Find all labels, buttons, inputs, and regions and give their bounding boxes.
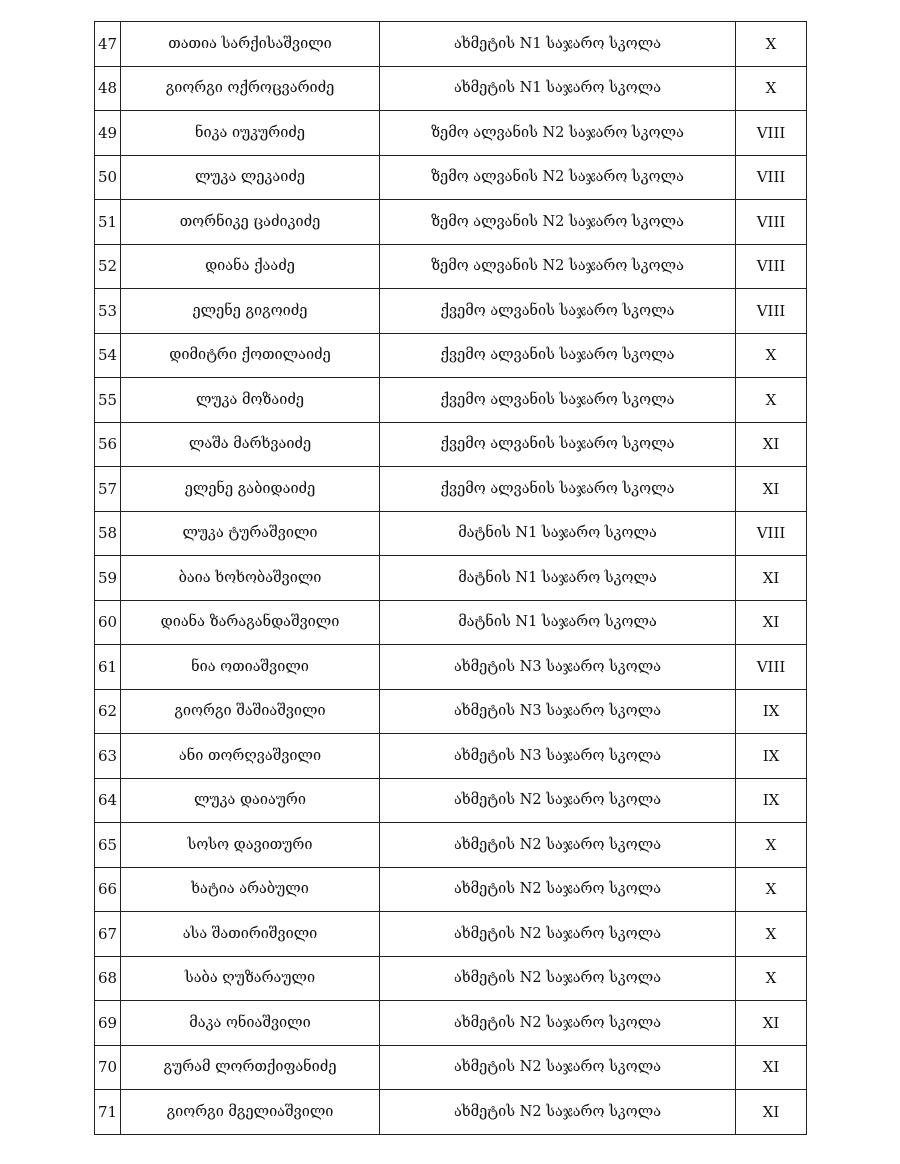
row-number-cell: 63: [95, 734, 121, 779]
student-name-cell: ელენე გაბიდაიძე: [121, 467, 380, 512]
table-row: [95, 689, 807, 734]
table-row: [95, 867, 807, 912]
row-number-cell: 61: [95, 645, 121, 690]
student-table: [94, 21, 807, 1135]
school-name-cell: მატნის N1 საჯარო სკოლა: [380, 556, 736, 601]
table-row: [95, 22, 807, 67]
table-row: [95, 289, 807, 334]
school-name-cell: ზემო ალვანის N2 საჯარო სკოლა: [380, 155, 736, 200]
table-row: [95, 778, 807, 823]
table-row: [95, 556, 807, 601]
student-name-cell: დიანა ზარაგანდაშვილი: [121, 600, 380, 645]
student-name-cell: ლუკა მოზაიძე: [121, 378, 380, 423]
table-row: [95, 155, 807, 200]
row-number-cell: 71: [95, 1090, 121, 1135]
student-name-cell: ლაშა მარხვაიძე: [121, 422, 380, 467]
school-name-cell: ქვემო ალვანის საჯარო სკოლა: [380, 289, 736, 334]
school-name-cell: ახმეტის N2 საჯარო სკოლა: [380, 867, 736, 912]
table-row: [95, 823, 807, 868]
school-name-cell: ახმეტის N3 საჯარო სკოლა: [380, 645, 736, 690]
row-number-cell: 65: [95, 823, 121, 868]
student-name-cell: ლუკა დაიაური: [121, 778, 380, 823]
grade-cell: IX: [736, 689, 807, 734]
row-number-cell: 57: [95, 467, 121, 512]
table-row: [95, 467, 807, 512]
table-row: [95, 600, 807, 645]
grade-cell: VIII: [736, 645, 807, 690]
table-row: [95, 956, 807, 1001]
student-name-cell: მაკა ონიაშვილი: [121, 1001, 380, 1046]
school-name-cell: ახმეტის N1 საჯარო სკოლა: [380, 66, 736, 111]
table-row: [95, 1045, 807, 1090]
grade-cell: VIII: [736, 111, 807, 156]
school-name-cell: ზემო ალვანის N2 საჯარო სკოლა: [380, 200, 736, 245]
grade-cell: XI: [736, 600, 807, 645]
student-name-cell: გიორგი ოქროცვარიძე: [121, 66, 380, 111]
row-number-cell: 51: [95, 200, 121, 245]
row-number-cell: 67: [95, 912, 121, 957]
row-number-cell: 70: [95, 1045, 121, 1090]
row-number-cell: 50: [95, 155, 121, 200]
row-number-cell: 52: [95, 244, 121, 289]
row-number-cell: 59: [95, 556, 121, 601]
grade-cell: XI: [736, 1090, 807, 1135]
grade-cell: VIII: [736, 244, 807, 289]
row-number-cell: 58: [95, 511, 121, 556]
student-name-cell: თათია სარქისაშვილი: [121, 22, 380, 67]
student-name-cell: საბა ღუზარაული: [121, 956, 380, 1001]
grade-cell: IX: [736, 778, 807, 823]
grade-cell: IX: [736, 734, 807, 779]
student-name-cell: გიორგი შაშიაშვილი: [121, 689, 380, 734]
student-name-cell: დიანა ქააძე: [121, 244, 380, 289]
table-row: [95, 66, 807, 111]
school-name-cell: ახმეტის N3 საჯარო სკოლა: [380, 689, 736, 734]
grade-cell: XI: [736, 467, 807, 512]
grade-cell: X: [736, 22, 807, 67]
table-row: [95, 912, 807, 957]
table-row: [95, 511, 807, 556]
row-number-cell: 55: [95, 378, 121, 423]
row-number-cell: 68: [95, 956, 121, 1001]
student-name-cell: ანი თორღვაშვილი: [121, 734, 380, 779]
grade-cell: VIII: [736, 511, 807, 556]
table-row: [95, 378, 807, 423]
student-name-cell: ბაია ხოხობაშვილი: [121, 556, 380, 601]
grade-cell: XI: [736, 1001, 807, 1046]
student-name-cell: ლუკა ლეკაიძე: [121, 155, 380, 200]
row-number-cell: 62: [95, 689, 121, 734]
student-name-cell: დიმიტრი ქოთილაიძე: [121, 333, 380, 378]
school-name-cell: ახმეტის N2 საჯარო სკოლა: [380, 1090, 736, 1135]
school-name-cell: ახმეტის N3 საჯარო სკოლა: [380, 734, 736, 779]
row-number-cell: 47: [95, 22, 121, 67]
school-name-cell: ზემო ალვანის N2 საჯარო სკოლა: [380, 111, 736, 156]
school-name-cell: ქვემო ალვანის საჯარო სკოლა: [380, 378, 736, 423]
student-name-cell: გიორგი მგელიაშვილი: [121, 1090, 380, 1135]
school-name-cell: ქვემო ალვანის საჯარო სკოლა: [380, 422, 736, 467]
school-name-cell: ზემო ალვანის N2 საჯარო სკოლა: [380, 244, 736, 289]
grade-cell: X: [736, 333, 807, 378]
school-name-cell: ახმეტის N2 საჯარო სკოლა: [380, 912, 736, 957]
school-name-cell: ახმეტის N2 საჯარო სკოლა: [380, 1045, 736, 1090]
table-row: [95, 1090, 807, 1135]
row-number-cell: 56: [95, 422, 121, 467]
grade-cell: VIII: [736, 200, 807, 245]
row-number-cell: 69: [95, 1001, 121, 1046]
school-name-cell: ქვემო ალვანის საჯარო სკოლა: [380, 467, 736, 512]
student-name-cell: ელენე გიგოიძე: [121, 289, 380, 334]
table-row: [95, 333, 807, 378]
table-row: [95, 645, 807, 690]
row-number-cell: 53: [95, 289, 121, 334]
grade-cell: VIII: [736, 289, 807, 334]
row-number-cell: 49: [95, 111, 121, 156]
grade-cell: XI: [736, 422, 807, 467]
school-name-cell: ახმეტის N2 საჯარო სკოლა: [380, 956, 736, 1001]
row-number-cell: 48: [95, 66, 121, 111]
table-row: [95, 111, 807, 156]
student-name-cell: სოსო დავითური: [121, 823, 380, 868]
grade-cell: X: [736, 912, 807, 957]
school-name-cell: მატნის N1 საჯარო სკოლა: [380, 511, 736, 556]
student-name-cell: ხატია არაბული: [121, 867, 380, 912]
student-name-cell: ნია ოთიაშვილი: [121, 645, 380, 690]
student-name-cell: ლუკა ტურაშვილი: [121, 511, 380, 556]
school-name-cell: ახმეტის N1 საჯარო სკოლა: [380, 22, 736, 67]
row-number-cell: 60: [95, 600, 121, 645]
table-row: [95, 422, 807, 467]
grade-cell: XI: [736, 556, 807, 601]
school-name-cell: ქვემო ალვანის საჯარო სკოლა: [380, 333, 736, 378]
table-row: [95, 734, 807, 779]
table-row: [95, 1001, 807, 1046]
row-number-cell: 54: [95, 333, 121, 378]
student-name-cell: ნიკა იუკურიძე: [121, 111, 380, 156]
grade-cell: X: [736, 867, 807, 912]
grade-cell: X: [736, 956, 807, 1001]
table-row: [95, 200, 807, 245]
grade-cell: X: [736, 378, 807, 423]
school-name-cell: ახმეტის N2 საჯარო სკოლა: [380, 823, 736, 868]
grade-cell: XI: [736, 1045, 807, 1090]
student-name-cell: გურამ ლორთქიფანიძე: [121, 1045, 380, 1090]
school-name-cell: მატნის N1 საჯარო სკოლა: [380, 600, 736, 645]
student-name-cell: ასა შათირიშვილი: [121, 912, 380, 957]
school-name-cell: ახმეტის N2 საჯარო სკოლა: [380, 778, 736, 823]
row-number-cell: 64: [95, 778, 121, 823]
grade-cell: X: [736, 66, 807, 111]
table-row: [95, 244, 807, 289]
grade-cell: VIII: [736, 155, 807, 200]
row-number-cell: 66: [95, 867, 121, 912]
grade-cell: X: [736, 823, 807, 868]
student-name-cell: თორნიკე ცაძიკიძე: [121, 200, 380, 245]
table-body: [95, 22, 807, 1135]
school-name-cell: ახმეტის N2 საჯარო სკოლა: [380, 1001, 736, 1046]
